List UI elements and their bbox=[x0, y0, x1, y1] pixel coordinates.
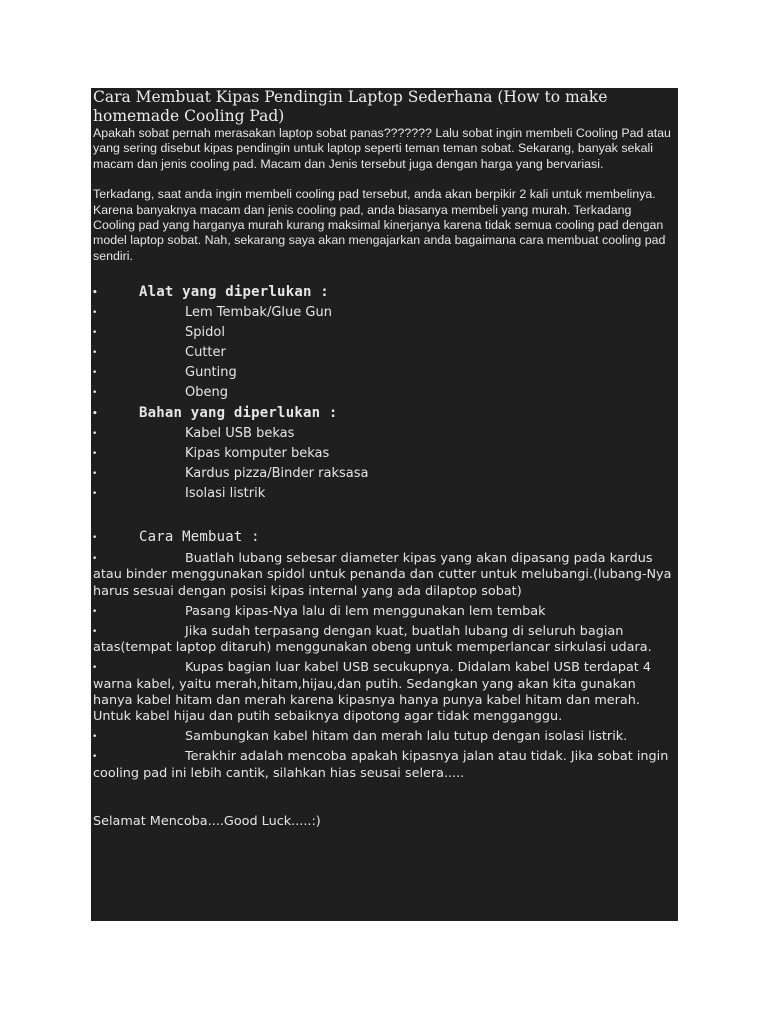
materials-heading-text: Bahan yang diperlukan : bbox=[139, 405, 338, 422]
tools-heading bbox=[91, 282, 678, 303]
bullet-icon: • bbox=[92, 429, 98, 440]
material-item-text: Isolasi listrik bbox=[185, 486, 266, 502]
step-item-text: Sambungkan kabel hitam dan merah lalu tutup dengan isolasi listrik. bbox=[185, 729, 628, 745]
bullet-icon: • bbox=[92, 328, 98, 339]
bullet-icon: • bbox=[92, 627, 98, 638]
tool-item bbox=[91, 323, 678, 343]
bullet-icon: • bbox=[92, 732, 98, 743]
bullet-icon: • bbox=[92, 348, 98, 359]
second-paragraph: Terkadang, saat anda ingin membeli cooling pad tersebut, anda akan berpikir 2 kali untuk membelinya. Karena banyaknya macam dan jenis cooling pad, anda biasanya membeli yang murah. Terkadang Cooling pad yang harganya murah kurang maksimal kinerjanya karena tidak semua cooling pad dengan model laptop sobat. Nah, sekarang saya akan mengajarkan anda bagaimana cara membuat cooling pad sendiri. bbox=[93, 187, 666, 263]
materials-heading bbox=[91, 403, 678, 424]
steps-list bbox=[91, 527, 678, 782]
step-item-text: Buatlah lubang sebesar diameter kipas yang akan dipasang pada kardus atau binder menggunakan spidol untuk penanda dan cutter untuk melubangi.(lubang-Nya harus sesuai dengan posisi kipas internal yang ada dilaptop sobat) bbox=[93, 551, 672, 599]
bullet-icon: • bbox=[92, 388, 98, 399]
paragraph-spacer bbox=[91, 172, 678, 187]
tools-heading-text: Alat yang diperlukan : bbox=[139, 284, 329, 301]
tool-item bbox=[91, 383, 678, 403]
bullet-icon: • bbox=[92, 606, 98, 617]
material-item-text: Kardus pizza/Binder raksasa bbox=[185, 466, 369, 482]
bullet-icon: • bbox=[92, 752, 98, 763]
material-item bbox=[91, 484, 678, 504]
steps-heading bbox=[91, 527, 678, 548]
bullet-icon: • bbox=[92, 469, 98, 480]
material-item bbox=[91, 424, 678, 444]
material-item bbox=[91, 464, 678, 484]
section-spacer bbox=[91, 264, 678, 282]
material-item bbox=[91, 444, 678, 464]
tool-item-text: Lem Tembak/Glue Gun bbox=[185, 305, 332, 321]
step-item-text: Pasang kipas-Nya lalu di lem menggunakan lem tembak bbox=[185, 603, 546, 619]
tool-item-text: Obeng bbox=[185, 385, 228, 401]
step-item bbox=[91, 660, 678, 725]
steps-heading-text: Cara Membuat : bbox=[139, 529, 260, 546]
tool-item bbox=[91, 303, 678, 323]
tool-item-text: Spidol bbox=[185, 325, 225, 341]
materials-list bbox=[91, 403, 678, 504]
step-item bbox=[91, 551, 678, 600]
step-item bbox=[91, 729, 678, 745]
section-spacer bbox=[91, 786, 678, 814]
material-item-text: Kabel USB bekas bbox=[185, 426, 295, 442]
bullet-icon: • bbox=[92, 368, 98, 379]
tools-list bbox=[91, 282, 678, 403]
step-item bbox=[91, 749, 678, 781]
step-item-text: Terakhir adalah mencoba apakah kipasnya jalan atau tidak. Jika sobat ingin cooling pad ini lebih cantik, silahkan hias seusai selera..... bbox=[93, 749, 669, 781]
intro-paragraph: Apakah sobat pernah merasakan laptop sobat panas??????? Lalu sobat ingin membeli Cooling Pad atau yang sering disebut kipas pendingin untuk laptop seperti teman teman sobat. Sekarang, banyak sekali macam dan jenis cooling pad. Macam dan Jenis tersebut juga dengan harga yang bervariasi. bbox=[93, 126, 671, 171]
bullet-icon: • bbox=[92, 409, 98, 420]
tool-item bbox=[91, 363, 678, 383]
step-item bbox=[91, 624, 678, 656]
bullet-icon: • bbox=[92, 288, 98, 299]
bullet-icon: • bbox=[92, 554, 98, 565]
tool-item bbox=[91, 343, 678, 363]
article-title: Cara Membuat Kipas Pendingin Laptop Sederhana (How to make homemade Cooling Pad) bbox=[93, 88, 608, 125]
step-item-text: Jika sudah terpasang dengan kuat, buatlah lubang di seluruh bagian atas(tempat laptop ditaruh) menggunakan obeng untuk memperlancar sirkulasi udara. bbox=[93, 624, 652, 656]
bullet-icon: • bbox=[92, 663, 98, 674]
step-item bbox=[91, 604, 678, 620]
step-item-text: Kupas bagian luar kabel USB secukupnya. Didalam kabel USB terdapat 4 warna kabel, yaitu merah,hitam,hijau,dan putih. Sedangkan yang akan kita gunakan hanya kabel hitam dan merah karena kipasnya hanya punya kabel hitam dan merah. Untuk kabel hijau dan putih sebaiknya dipotong agar tidak mengganggu. bbox=[93, 660, 652, 725]
bullet-icon: • bbox=[92, 449, 98, 460]
section-spacer bbox=[91, 504, 678, 527]
bullet-icon: • bbox=[92, 489, 98, 500]
document-page bbox=[91, 88, 678, 921]
closing-line: Selamat Mencoba....Good Luck.....:) bbox=[93, 813, 321, 829]
material-item-text: Kipas komputer bekas bbox=[185, 446, 330, 462]
bullet-icon: • bbox=[92, 308, 98, 319]
tool-item-text: Gunting bbox=[185, 365, 237, 381]
bullet-icon: • bbox=[92, 533, 98, 544]
tool-item-text: Cutter bbox=[185, 345, 226, 361]
